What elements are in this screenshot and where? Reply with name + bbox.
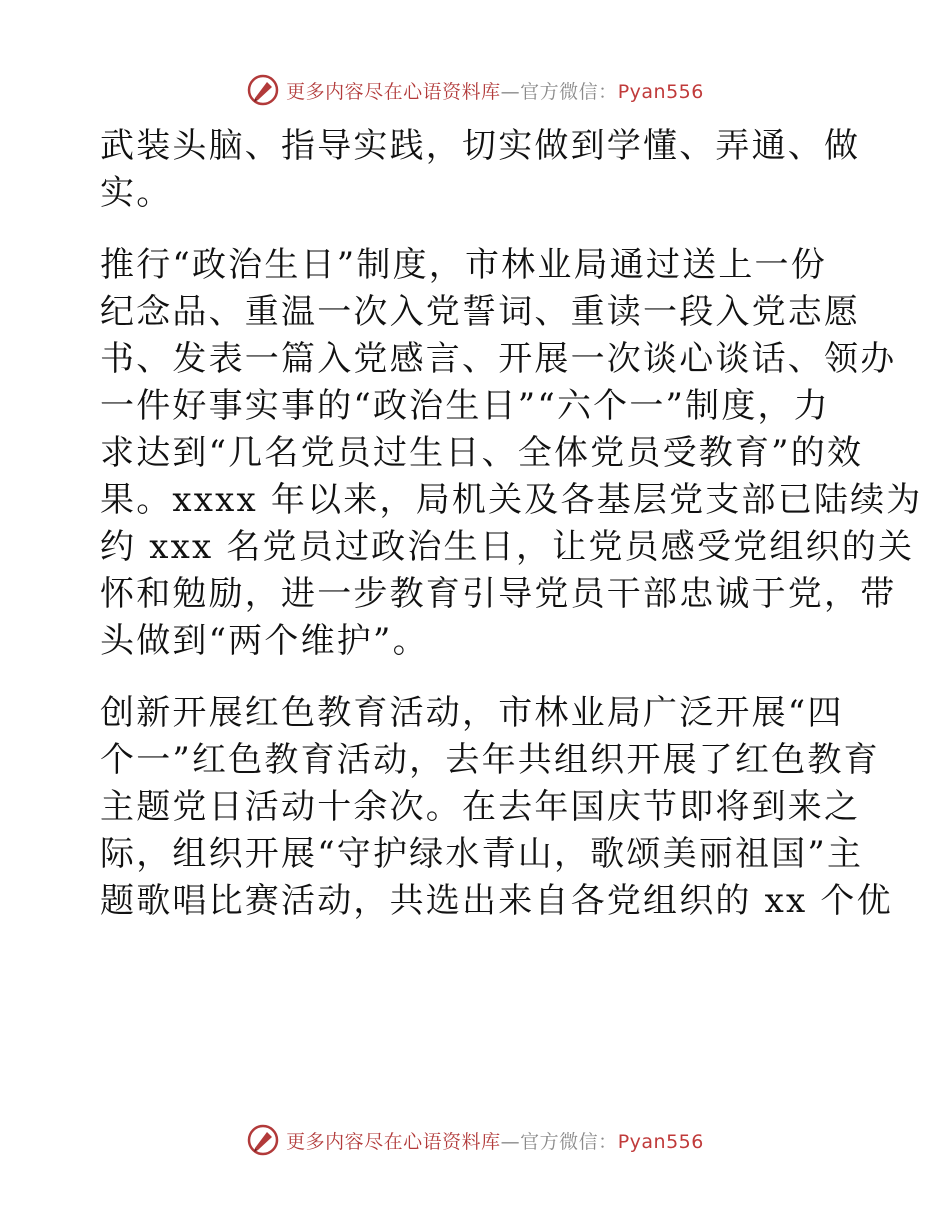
text-line: 纪念品、重温一次入党誓词、重读一段入党志愿 [100,292,861,332]
pen-nib-logo-icon [246,1123,280,1157]
paragraph [100,123,860,217]
text-line: 推行“政治生日”制度，市林业局通过送上一份 [100,245,827,285]
paragraph [100,242,923,665]
text-line: 怀和勉励，进一步教育引导党员干部忠诚于党，带 [100,574,897,614]
watermark-text [286,77,704,104]
text-line: 个一”红色教育活动，去年共组织开展了红色教育 [100,740,880,780]
watermark-cn: 更多内容尽在心语资料库 [286,80,501,103]
text-line: 武装头脑、指导实践，切实做到学懂、弄通、做 [100,126,861,166]
watermark-wechat-id: Pyan556 [617,80,704,103]
watermark-wechat-label: 官方微信： [520,1130,618,1153]
text-line: 头做到“两个维护”。 [100,621,429,661]
pen-nib-logo-icon [246,73,280,107]
watermark-separator: — [500,80,521,103]
watermark-separator: — [500,1130,521,1153]
watermark-wechat-label: 官方微信： [520,80,618,103]
text-line: 主题党日活动十余次。在去年国庆节即将到来之 [100,787,861,827]
text-line: 果。xxxx 年以来，局机关及各基层党支部已陆续为 [100,480,923,520]
watermark-cn: 更多内容尽在心语资料库 [286,1130,501,1153]
text-line: 求达到“几名党员过生日、全体党员受教育”的效 [100,433,864,473]
paragraph [100,690,893,925]
text-line: 际，组织开展“守护绿水青山，歌颂美丽祖国”主 [100,834,864,874]
text-line: 题歌唱比赛活动，共选出来自各党组织的 xx 个优 [100,881,893,921]
text-line: 创新开展红色教育活动，市林业局广泛开展“四 [100,693,844,733]
header-watermark [0,70,950,110]
watermark-wechat-id: Pyan556 [617,1130,704,1153]
text-line: 实。 [100,173,173,213]
document-body [100,123,923,925]
text-line: 一件好事实事的“政治生日”“六个一”制度，力 [100,386,830,426]
watermark-text [286,1127,704,1154]
text-line: 约 xxx 名党员过政治生日，让党员感受党组织的关 [100,527,915,567]
text-line: 书、发表一篇入党感言、开展一次谈心谈话、领办 [100,339,897,379]
footer-watermark [0,1120,950,1160]
